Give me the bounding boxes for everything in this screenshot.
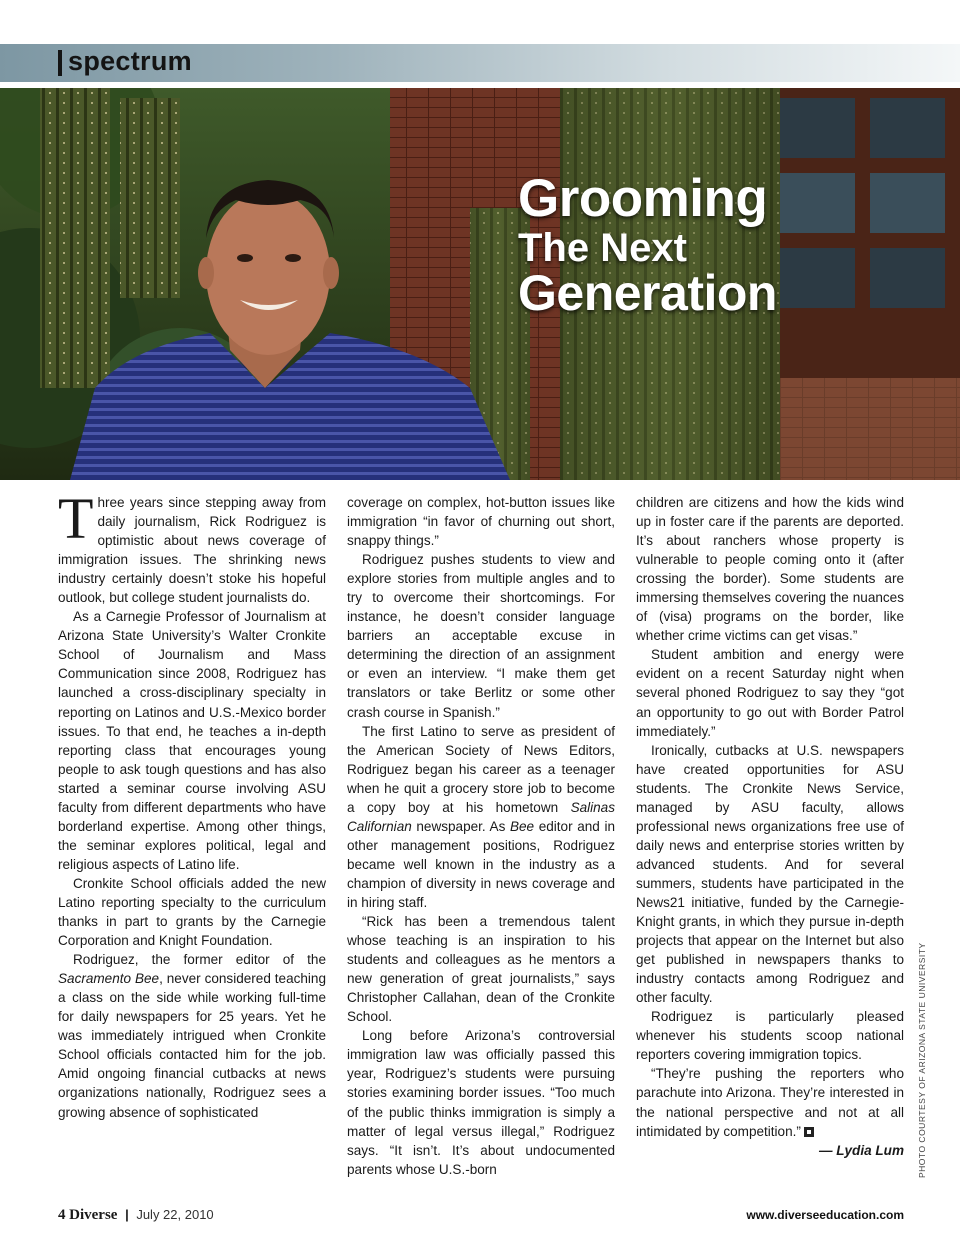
paragraph: Rodriguez, the former editor of the Sacramento Bee, never considered teaching a class on the side while working full-time for daily newspapers for 25 years. Yet he was immediately intrigued when Cronkite School officials contacted him for the job. Amid ongoing financial cutbacks at news organizations nationally, Rodriguez sees a growing absence of sophisticated bbox=[58, 952, 326, 1120]
paragraph: Rodriguez is particularly pleased whenever his students scoop national reporters covering immigration topics. bbox=[636, 1009, 904, 1063]
paragraph: “They’re pushing the reporters who parachute into Arizona. They’re interested in the national perspective and not at all intimidated by competition.” bbox=[636, 1066, 904, 1139]
paragraph: Rodriguez pushes students to view and explore stories from multiple angles and to try to overcome their shortcomings. For instance, he doesn’t consider language barriers an acceptable excuse in determining the direction of an assignment or even an interview. “I make them get translators or take Berlitz or some other crash course in Spanish.” bbox=[347, 552, 615, 720]
paragraph: “Rick has been a tremendous talent whose teaching is an inspiration to his students and colleagues as he mentors a new generation of great journalists,” says Christopher Callahan, dean of the Cronkite School. bbox=[347, 914, 615, 1025]
section-rule bbox=[58, 50, 62, 76]
article-column-1 bbox=[58, 486, 326, 1122]
page-number: 4 bbox=[58, 1207, 66, 1223]
paragraph: children are citizens and how the kids wind up in foster care if the parents are deported. It’s about ranchers whose property is vulnerable to people coming onto it (after crossing the border). Some students are immersing themselves covering the nuances of (visa) programs on the border, like whether crime victims can get visas.” bbox=[636, 495, 904, 644]
byline: — Lydia Lum bbox=[818, 1142, 904, 1158]
paragraph: Student ambition and energy were evident on a recent Saturday night when several phoned Rodriguez to say they “got an opportunity to go out with Border Patrol immediately.” bbox=[636, 647, 904, 739]
page-footer bbox=[58, 1207, 904, 1225]
paragraph: Long before Arizona’s controversial immigration law was officially passed this year, Rodriguez’s students were pursuing stories examining border issues. “Too much of the public thinks immigration is simply a matter of legal versus illegal,” Rodriguez says. “It isn’t. It’s about undocumented parents whose U.S.-born bbox=[347, 1028, 615, 1177]
paragraph: Three years since stepping away from daily journalism, Rick Rodriguez is optimistic about news coverage of immigration issues. The shrinking news industry certainly doesn’t stoke his hopeful outlook, but college student journalists do. bbox=[58, 486, 326, 606]
article-column-3 bbox=[636, 493, 904, 1160]
article-column-2 bbox=[347, 493, 615, 1179]
photo-credit: PHOTO COURTESY OF ARIZONA STATE UNIVERSITY bbox=[917, 942, 927, 1178]
issue-date: July 22, 2010 bbox=[136, 1207, 214, 1222]
end-mark-icon bbox=[804, 1127, 814, 1137]
section-label: spectrum bbox=[68, 46, 192, 76]
website-url: www.diverseeducation.com bbox=[746, 1208, 904, 1222]
headline-line-1: Grooming bbox=[518, 169, 768, 228]
magazine-name: Diverse bbox=[69, 1207, 118, 1223]
drop-cap: T bbox=[58, 486, 94, 551]
paragraph: Cronkite School officials added the new Latino reporting specialty to the curriculum thanks in part to grants by the Carnegie Corporation and Knight Foundation. bbox=[58, 875, 326, 949]
paragraph: coverage on complex, hot-button issues like immigration “in favor of churning out short, snappy things.” bbox=[347, 495, 615, 549]
paragraph: Ironically, cutbacks at U.S. newspapers have created opportunities for ASU students. The Cronkite News Service, managed by ASU faculty, allows professional news organizations free use of daily news and enterprise stories written by advanced students. And for several summers, students have participated in the News21 initiative, funded by the Carnegie-Knight grants, in which they pursue in-depth projects that appear on the Internet but also get published in newspapers thanks to industry contacts among Rodriguez and other faculty. bbox=[636, 742, 904, 1006]
headline-line-3: Generation bbox=[518, 265, 777, 321]
hero-photo bbox=[0, 88, 960, 480]
paragraph: The first Latino to serve as president of the American Society of News Editors, Rodriguez began his career as a teenager when he quit a grocery store job to become a copy boy at his hometown Salinas Californian newspaper. As Bee editor and in other management positions, Rodriguez became well known in the industry as a champion of diversity in news coverage and in hiring staff. bbox=[347, 723, 615, 910]
hero-illustration bbox=[0, 88, 960, 480]
footer-separator: | bbox=[125, 1207, 129, 1222]
paragraph: As a Carnegie Professor of Journalism at Arizona State University’s Walter Cronkite School of Journalism and Mass Communication since 2008, Rodriguez has launched a cross-disciplinary specialty in reporting on Latinos and U.S.-Mexico border issues. To that end, he teaches a in-depth reporting class that encourages young people to ask tough questions and has also started a seminar course involving ASU faculty from different departments who have borderland expertise. Among other things, the seminar explores political, legal and religious aspects of Latino life. bbox=[58, 609, 326, 872]
headline-line-2: The Next bbox=[518, 226, 687, 270]
